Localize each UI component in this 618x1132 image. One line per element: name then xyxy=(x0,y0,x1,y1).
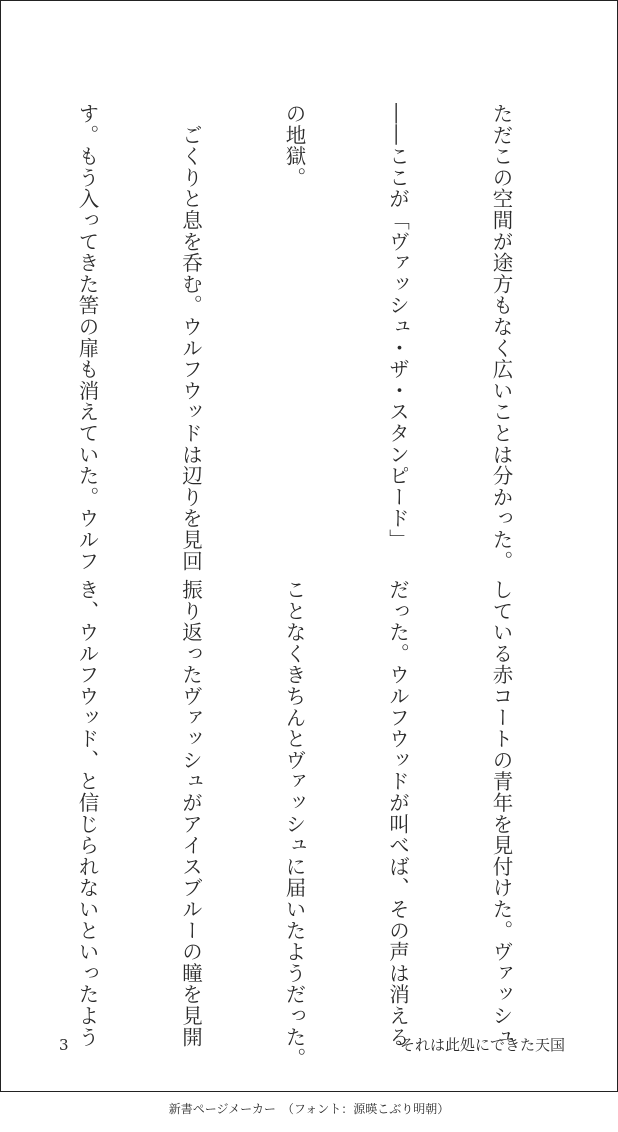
text-line: ごくりと息を呑む。ウルフウッドは辺りを見回 xyxy=(178,103,203,572)
text-line: ただこの空間が途方もなく広いことは分かった。 xyxy=(489,103,513,572)
text-line: 振り返ったヴァッシュがアイスブルーの瞳を見開 xyxy=(178,579,203,1048)
generator-credit: 新書ページメーカー （フォント：源暎こぶり明朝） xyxy=(168,1102,450,1116)
text-line: の地獄。 xyxy=(282,103,306,189)
text-line xyxy=(0,103,1,523)
text-line: だった。ウルフウッドが叫べば、その声は消える xyxy=(385,579,410,1048)
text-block-upper xyxy=(0,103,587,572)
page-number: 3 xyxy=(59,1036,69,1054)
text-line: す。もう入ってきた筈の扉も消えていた。ウルフ xyxy=(75,103,99,572)
text-line: している赤コートの青年を見付けた。ヴァッシュ xyxy=(489,579,513,1048)
text-line xyxy=(0,579,1,999)
running-head-title: それは此処にできた天国 xyxy=(399,1036,565,1054)
text-line: ――ここが「ヴァッシュ・ザ・スタンピード」 xyxy=(385,103,410,551)
text-line: ことなくきちんとヴァッシュに届いたようだった。 xyxy=(282,579,306,1069)
text-line: き、ウルフウッド、と信じられないといったよう xyxy=(75,579,99,1048)
